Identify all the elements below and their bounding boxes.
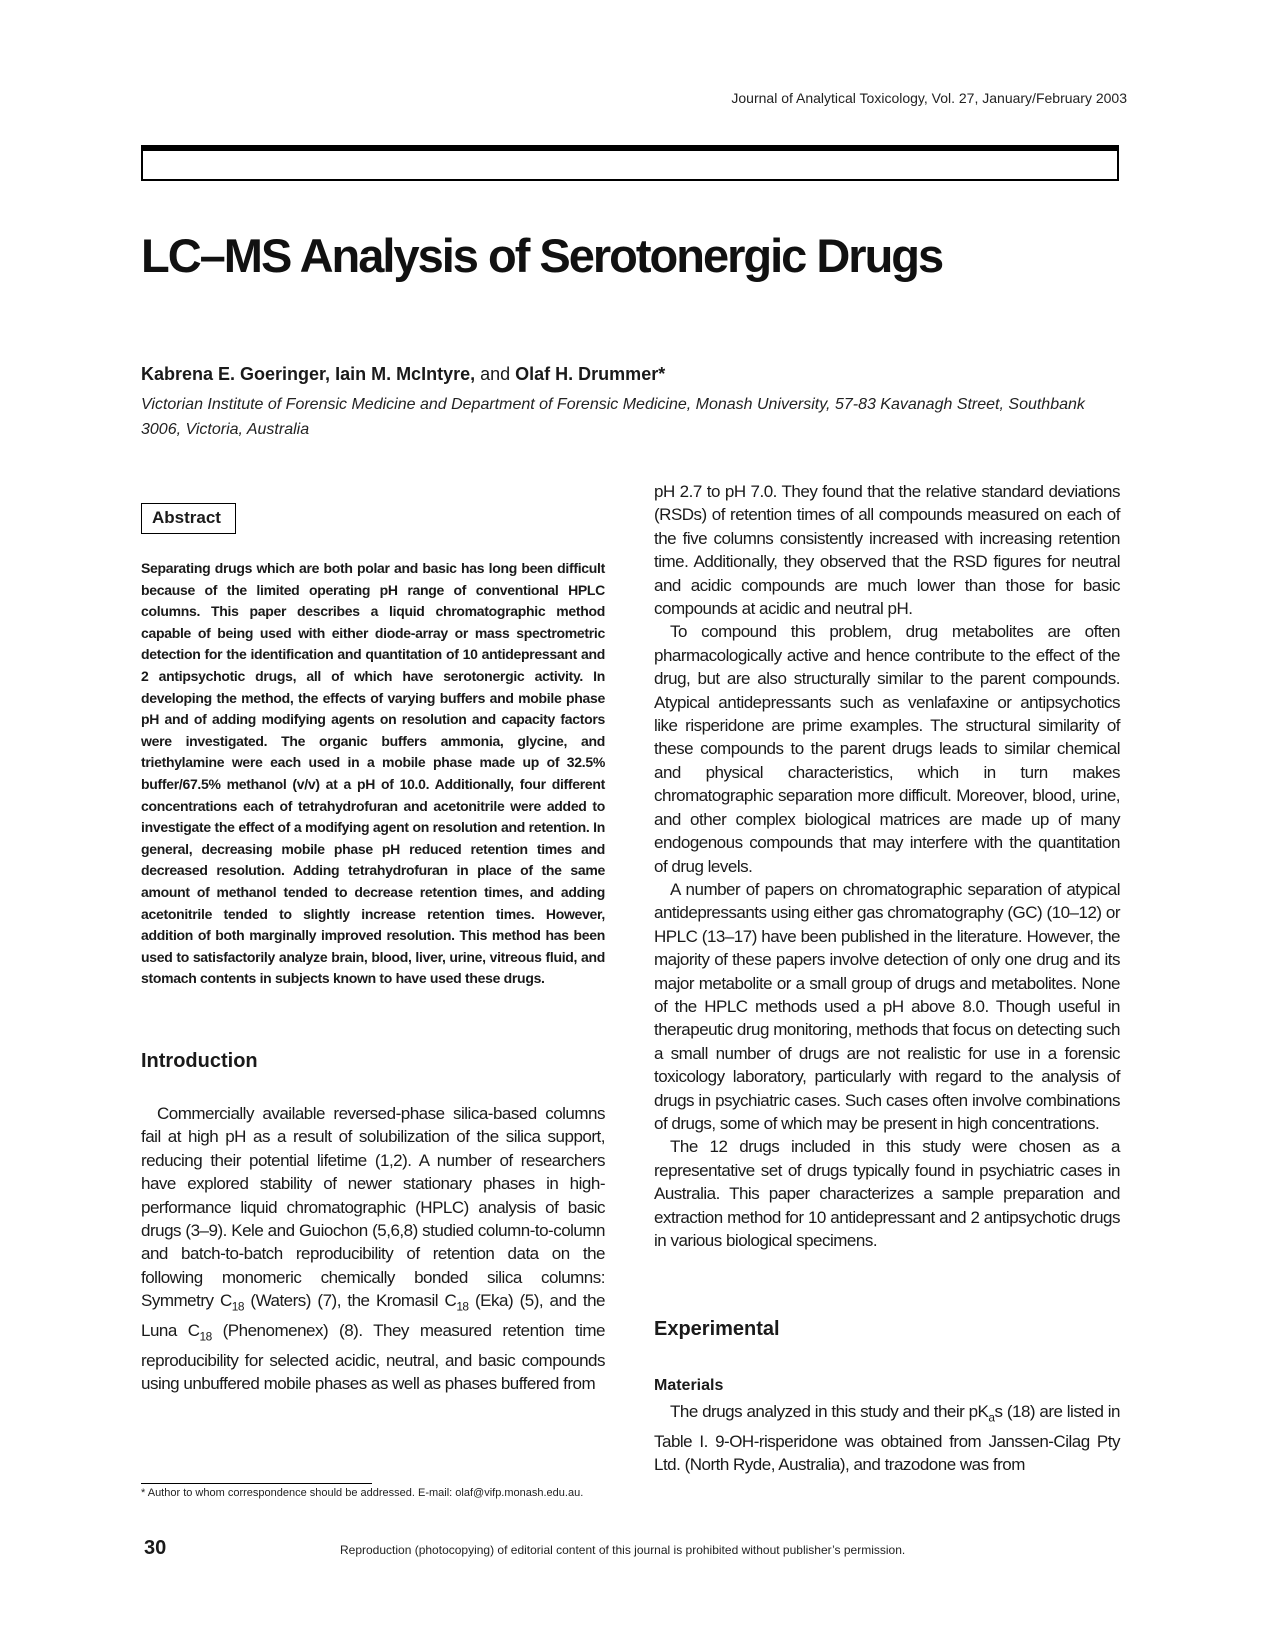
intro-paragraph-4: The 12 drugs included in this study were chosen as a representative set of drugs typically found in psychiatric cases in Australia. This paper characterizes a sample preparation and extraction method for 10 antidepressant and 2 antipsychotic drugs in various biological specimens. <box>654 1137 1120 1250</box>
materials-heading: Materials <box>654 1377 724 1394</box>
materials-paragraph: The drugs analyzed in this study and their $pK_as$ (18) are listed in Table I. 9-OH-risperidone was obtained from Janssen-Cilag Pty Ltd. (North Ryde, Australia), and trazodone was from <box>654 1402 1120 1475</box>
journal-citation: Journal of Analytical Toxicology, Vol. 27, January/February 2003 <box>731 90 1127 106</box>
intro-paragraph-2: To compound this problem, drug metabolites are often pharmacologically active and hence contribute to the effect of the drug, but are also structurally similar to the parent compounds. Atypical antidepressants such as venlafaxine or antipsychotics like risperidone are prime examples. The structural similarity of these compounds to the parent drugs leads to similar chemical and physical characteristics, which in turn makes chromatographic separation more difficult. Moreover, blood, urine, and other complex biological matrices are made up of many endogenous compounds that may interfere with the quantitation of drug levels. <box>654 622 1120 876</box>
article-title: LC–MS Analysis of Serotonergic Drugs <box>141 229 943 282</box>
subscript-18: 18 <box>231 1299 244 1314</box>
affiliation: Victorian Institute of Forensic Medicine and Department of Forensic Medicine, Monash University, 57-83 Kavanagh Street, Southbank 3006, Victoria, Australia <box>141 396 1085 438</box>
intro-paragraph-1-continued: pH 2.7 to pH 7.0. They found that the relative standard deviations (RSDs) of retention times of all compounds measured on each of the five columns consistently increased with increasing retention time. Additionally, they observed that the RSD figures for neutral and acidic compounds are much lower than those for basic compounds at acidic and neutral pH. <box>654 482 1120 619</box>
intro-paragraph-3: A number of papers on chromatographic separation of atypical antidepressants using either gas chromatography (GC) (10–12) or HPLC (13–17) have been published in the literature. However, the majority of these papers involve detection of only one drug and its major metabolite or a small group of drugs and metabolites. None of the HPLC methods used a pH above 8.0. Though useful in therapeutic drug monitoring, methods that focus on detecting such a small number of drugs are not realistic for use in a forensic toxicology laboratory, particularly with regard to the analysis of drugs in psychiatric cases. Such cases often involve combinations of drugs, some of which may be present in high concentrations. <box>654 879 1120 1133</box>
footnote: * Author to whom correspondence should be addressed. E-mail: olaf@vifp.monash.edu.au. <box>141 1487 584 1499</box>
author-names-2: Olaf H. Drummer* <box>515 364 666 384</box>
page-number: 30 <box>144 1537 167 1559</box>
materials-text <box>654 1400 1120 1477</box>
subscript-a: a <box>988 1410 995 1425</box>
experimental-heading: Experimental <box>654 1318 780 1340</box>
introduction-heading: Introduction <box>141 1050 258 1072</box>
author-and: and <box>480 364 511 384</box>
introduction-column-left <box>141 1102 605 1396</box>
abstract-label: Abstract <box>141 503 236 534</box>
footnote-rule <box>141 1483 372 1484</box>
header-rule-box <box>141 145 1119 181</box>
subscript-18: 18 <box>199 1329 212 1344</box>
subscript-18: 18 <box>456 1299 469 1314</box>
abstract-text: Separating drugs which are both polar and basic has long been difficult because of the limited operating pH range of conventional HPLC columns. This paper describes a liquid chromatographic method capable of being used with either diode-array or mass spectrometric detection for the identification and quantitation of 10 antidepressant and 2 antipsychotic drugs, all of which have serotonergic activity. In developing the method, the effects of varying buffers and mobile phase pH and of adding modifying agents on resolution and capacity factors were investigated. The organic buffers ammonia, glycine, and triethylamine were each used in a mobile phase made up of 32.5% buffer/67.5% methanol (v/v) at a pH of 10.0. Additionally, four different concentrations each of tetrahydrofuran and acetonitrile were added to investigate the effect of a modifying agent on resolution and retention. In general, decreasing mobile phase pH reduced retention times and decreased resolution. Adding tetrahydrofuran in place of the same amount of methanol tended to decrease retention times, and adding acetonitrile tended to slightly increase retention times. However, addition of both marginally improved resolution. This method has been used to satisfactorily analyze brain, blood, liver, urine, vitreous fluid, and stomach contents in subjects known to have used these drugs. <box>141 560 605 987</box>
author-list <box>141 364 665 385</box>
intro-paragraph-1: Commercially available reversed-phase silica-based columns fail at high pH as a result of solubilization of the silica support, reducing their potential lifetime (1,2). A number of researchers have explored stability of newer stationary phases in high-performance liquid chromatographic (HPLC) analysis of basic drugs (3–9). Kele and Guiochon (5,6,8) studied column-to-column and batch-to-batch reproducibility of retention data on the following monomeric chemically bonded silica columns: Symmetry $C_{18}$ (Waters) (7), the Kromasil $C_{18}$ (Eka) (5), and the Luna $C_{18}$ (Phenomenex) (8). They measured retention time reproducibility for selected acidic, neutral, and basic compounds using unbuffered mobile phases as well as phases buffered from <box>141 1104 605 1394</box>
author-names-1: Kabrena E. Goeringer, Iain M. McIntyre, <box>141 364 476 384</box>
reproduction-notice: Reproduction (photocopying) of editorial content of this journal is prohibited without publisher’s permission. <box>340 1543 906 1557</box>
introduction-column-right <box>654 480 1120 1252</box>
